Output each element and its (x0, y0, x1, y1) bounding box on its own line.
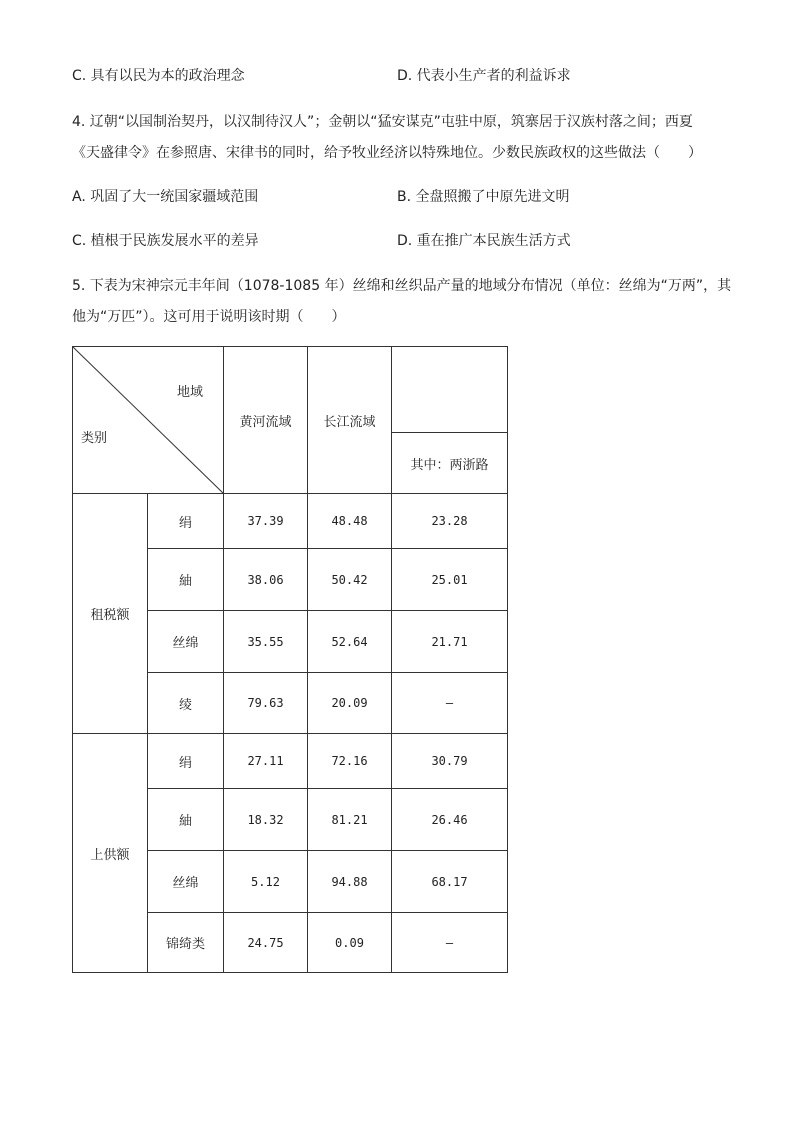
value-cell: 48.48 (308, 494, 392, 549)
silk-production-table (72, 346, 508, 973)
q5-stem-line1: 5. 下表为宋神宗元丰年间（1078-1085 年）丝绵和丝织品产量的地域分布情况（单位：丝绵为“万两”，其 (72, 278, 732, 294)
q3-option-c: C. 具有以民为本的政治理念 (72, 68, 245, 84)
value-cell: — (392, 673, 508, 734)
corner-diagonal (73, 347, 224, 494)
region-header-label: 地域 (176, 385, 203, 400)
q5-stem-line2: 他为“万匹”）。这可用于说明该时期（ ） (72, 309, 346, 325)
item-cell: 紬 (148, 789, 224, 851)
value-cell: 5.12 (224, 851, 308, 913)
value-cell: 38.06 (224, 549, 308, 611)
value-cell: 52.64 (308, 611, 392, 673)
value-cell: 35.55 (224, 611, 308, 673)
value-cell: 37.39 (224, 494, 308, 549)
col-header-zhejiang: 其中：两浙路 (392, 433, 508, 494)
table-row (73, 734, 508, 789)
col-header-yangtze-blank (392, 347, 508, 433)
value-cell: 26.46 (392, 789, 508, 851)
item-cell: 绢 (148, 734, 224, 789)
item-cell: 紬 (148, 549, 224, 611)
value-cell: 23.28 (392, 494, 508, 549)
value-cell: 27.11 (224, 734, 308, 789)
group-label-tribute: 上供额 (73, 734, 148, 973)
category-header-label: 类别 (81, 431, 108, 446)
col-header-yellow-river: 黄河流域 (224, 347, 308, 494)
q3-option-d: D. 代表小生产者的利益诉求 (397, 68, 571, 84)
value-cell: 20.09 (308, 673, 392, 734)
value-cell: 30.79 (392, 734, 508, 789)
q4-option-c: C. 植根于民族发展水平的差异 (72, 233, 259, 249)
item-cell: 丝绵 (148, 611, 224, 673)
value-cell: 21.71 (392, 611, 508, 673)
q4-option-a: A. 巩固了大一统国家疆域范围 (72, 189, 259, 205)
value-cell: 0.09 (308, 913, 392, 973)
item-cell: 锦绮类 (148, 913, 224, 973)
table-row (73, 494, 508, 549)
value-cell: 72.16 (308, 734, 392, 789)
table-corner-header (73, 347, 224, 494)
item-cell: 丝绵 (148, 851, 224, 913)
q4-option-b: B. 全盘照搬了中原先进文明 (397, 189, 570, 205)
value-cell: — (392, 913, 508, 973)
item-cell: 绢 (148, 494, 224, 549)
value-cell: 94.88 (308, 851, 392, 913)
group-label-tax: 租税额 (73, 494, 148, 734)
value-cell: 81.21 (308, 789, 392, 851)
value-cell: 25.01 (392, 549, 508, 611)
value-cell: 24.75 (224, 913, 308, 973)
q4-stem-line2: 《天盛律令》在参照唐、宋律书的同时，给予牧业经济以特殊地位。少数民族政权的这些做法（ ） (72, 145, 702, 161)
value-cell: 18.32 (224, 789, 308, 851)
q4-stem-line1: 4. 辽朝“以国制治契丹，以汉制待汉人”；金朝以“猛安谋克”屯驻中原，筑寨居于汉族村落之间；西夏 (72, 114, 693, 130)
value-cell: 79.63 (224, 673, 308, 734)
value-cell: 68.17 (392, 851, 508, 913)
value-cell: 50.42 (308, 549, 392, 611)
col-header-yangtze: 长江流域 (308, 347, 392, 494)
q4-option-d: D. 重在推广本民族生活方式 (397, 233, 571, 249)
item-cell: 绫 (148, 673, 224, 734)
